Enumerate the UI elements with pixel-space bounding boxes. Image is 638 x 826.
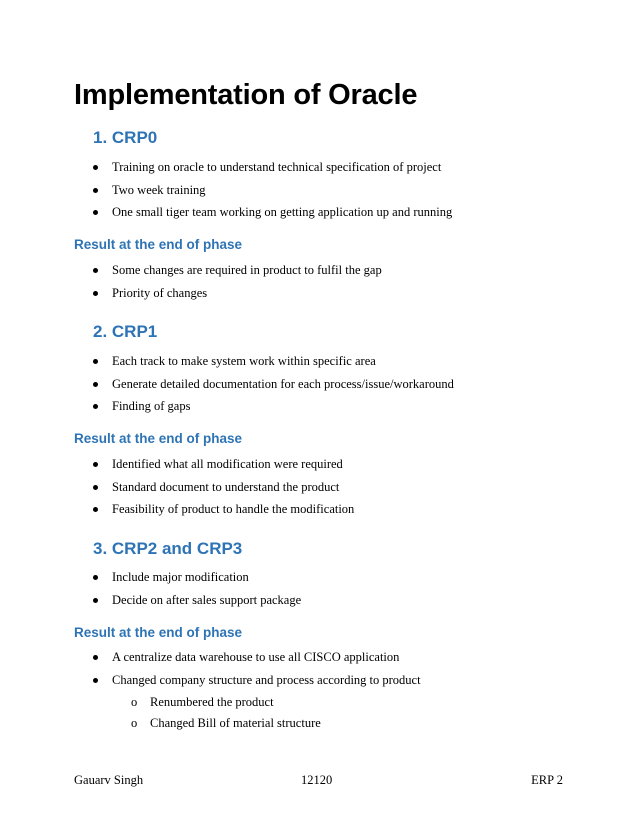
- bullet-icon: [93, 165, 98, 170]
- bullet-icon: [93, 291, 98, 296]
- footer-page-number: ERP 2: [531, 773, 563, 787]
- bullet-icon: [93, 404, 98, 409]
- section-heading-crp1: 2. CRP1: [93, 322, 158, 341]
- bullet-icon: [93, 485, 98, 490]
- bullet-icon: [93, 507, 98, 512]
- bullet-icon: [93, 655, 98, 660]
- document-page: Implementation of Oracle 1. CRP0 Training on oracle to understand technical specification of project Two week training One small tiger team working on getting application up and running Result at the end of phase Some changes are required in product to fulfil the gap Priority of changes 2. CRP1 Each track to make system work within specific area Generate detailed documentation for each process/issue/workaround Finding of gaps Result at the end of phase Identified what all modification were required Standard document to understand the product Feasibility of product to handle the modification 3. CRP2 and CRP3 Include major modification Decide on after sales support package Result at the end of phase A centralize data warehouse to use all CISCO application Changed company structure and process according to product o Renumbered the product o Changed Bill of material structure Gauarv Singh 12120 ERP 2: [74, 79, 563, 787]
- section-heading-crp0: 1. CRP0: [93, 128, 158, 147]
- result-heading-crp2: Result at the end of phase: [74, 625, 243, 640]
- hollow-bullet-icon: o: [131, 695, 138, 710]
- bullet-icon: [93, 462, 98, 467]
- bullet-icon: [93, 678, 98, 683]
- bullet-icon: [93, 575, 98, 580]
- result-heading-crp0: Result at the end of phase: [74, 237, 243, 252]
- bullet-icon: [93, 359, 98, 364]
- bullet-icon: [93, 598, 98, 603]
- result-heading-crp1: Result at the end of phase: [74, 431, 243, 446]
- page-title: Implementation of Oracle: [74, 79, 418, 111]
- hollow-bullet-icon: o: [131, 716, 138, 731]
- bullet-icon: [93, 268, 98, 273]
- footer-id: 12120: [301, 773, 333, 787]
- bullet-icon: [93, 188, 98, 193]
- section-heading-crp2-crp3: 3. CRP2 and CRP3: [93, 539, 243, 558]
- footer-author: Gauarv Singh: [74, 773, 144, 787]
- bullet-icon: [93, 210, 98, 215]
- bullet-icon: [93, 382, 98, 387]
